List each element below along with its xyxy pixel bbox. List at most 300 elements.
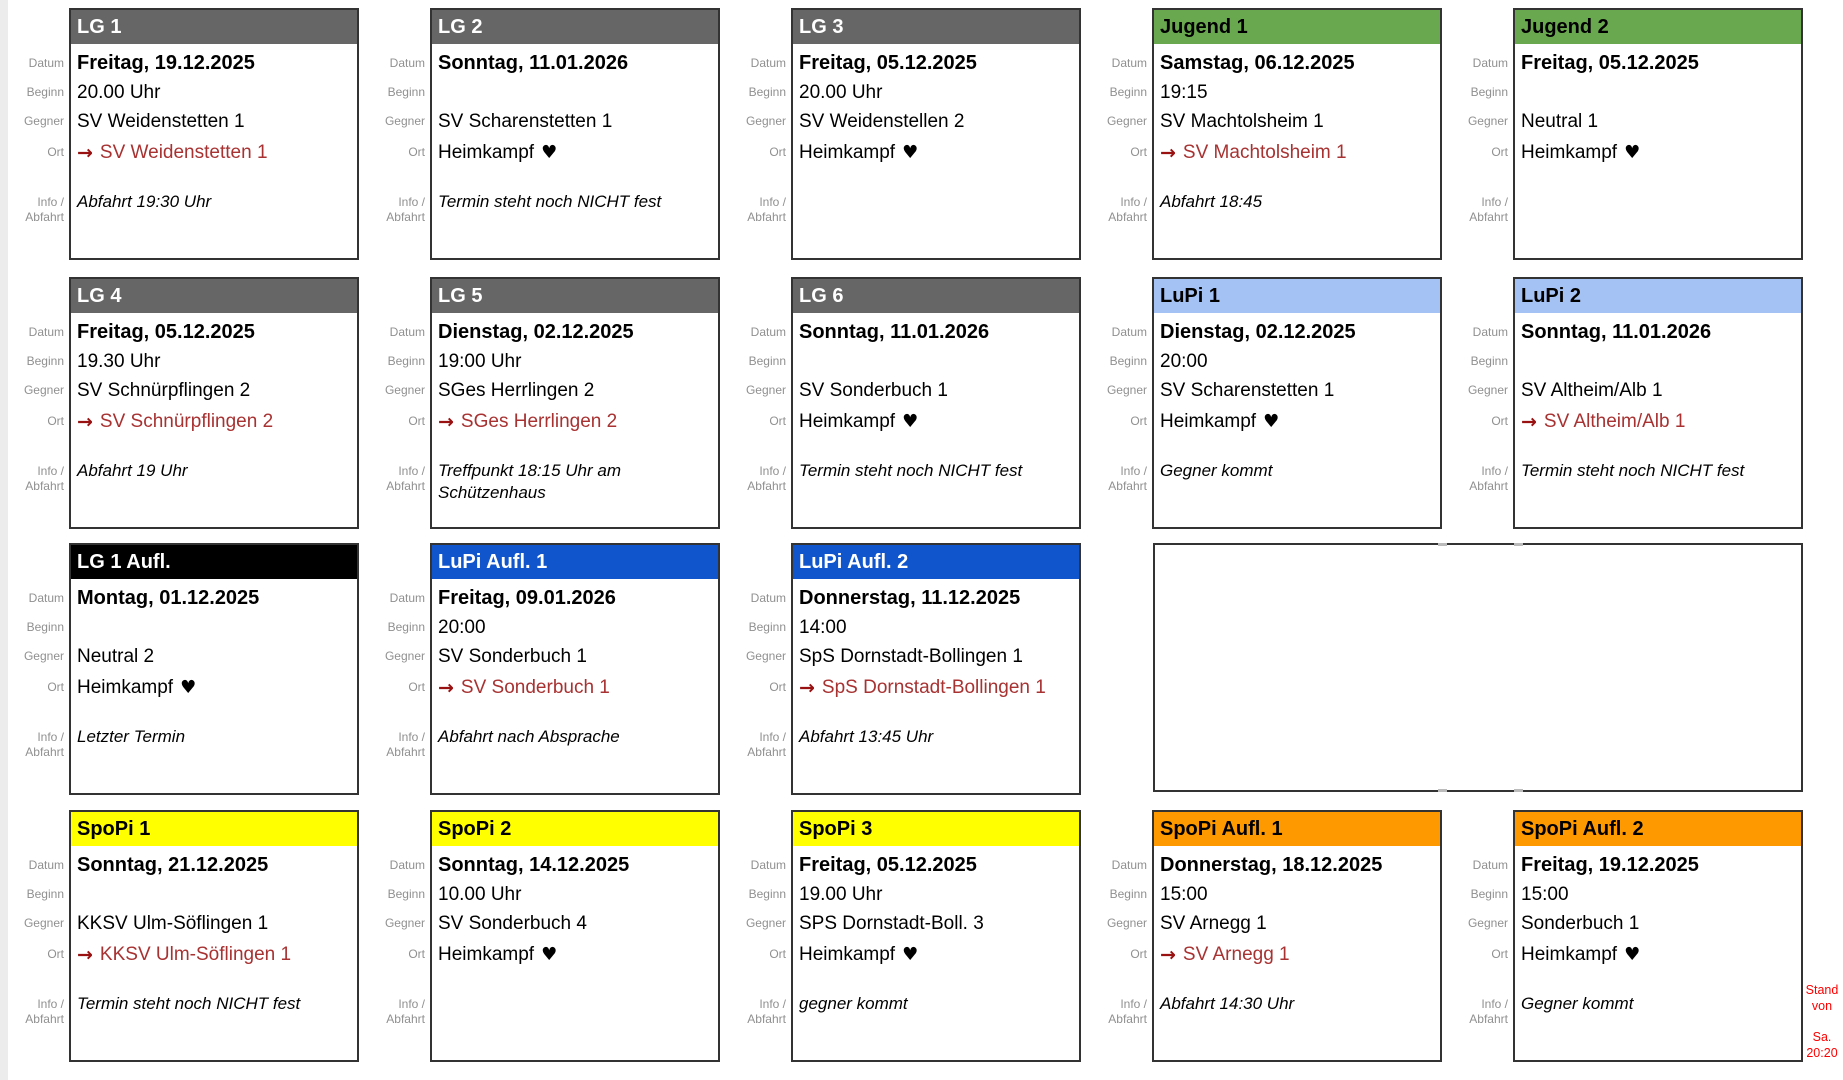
row-spacer — [1160, 438, 1440, 450]
field-label-beginn: Beginn — [1470, 887, 1508, 901]
home-heart-icon: ♥ — [1624, 944, 1641, 965]
field-labels — [1085, 277, 1152, 529]
field-label-ort: Ort — [769, 414, 786, 428]
field-label-info-line1: Info / — [37, 730, 64, 744]
ort-value — [799, 405, 1079, 438]
info-value: Gegner kommt — [1160, 461, 1273, 480]
field-label-ort: Ort — [1491, 145, 1508, 159]
match-card — [430, 8, 720, 260]
team-name-header: LuPi Aufl. 2 — [793, 545, 1079, 579]
field-labels — [1446, 810, 1513, 1062]
field-label-beginn: Beginn — [26, 887, 64, 901]
match-card — [1513, 810, 1803, 1062]
info-value: Treffpunkt 18:15 Uhr am Schützenhaus — [438, 461, 621, 503]
team-card-unit — [1085, 277, 1442, 529]
field-label-gegner: Gegner — [1467, 383, 1508, 397]
field-label-info-line2: Abfahrt — [747, 745, 786, 759]
label-spacer — [724, 704, 786, 716]
row-spacer — [77, 971, 357, 983]
field-label-ort: Ort — [408, 680, 425, 694]
field-label-info-line2: Abfahrt — [25, 479, 64, 493]
label-spacer — [2, 971, 64, 983]
ort-value — [77, 405, 357, 438]
ort-value — [1160, 405, 1440, 438]
team-name-header: LuPi 1 — [1154, 279, 1440, 313]
team-card-unit — [724, 543, 1081, 795]
field-label-beginn: Beginn — [1109, 354, 1147, 368]
field-labels — [724, 810, 791, 1062]
field-label-gegner: Gegner — [23, 649, 64, 663]
label-spacer — [1446, 438, 1508, 450]
ort-location: Heimkampf — [799, 410, 896, 432]
field-label-info-line2: Abfahrt — [25, 745, 64, 759]
ort-value — [77, 671, 357, 704]
label-spacer — [363, 438, 425, 450]
field-label-gegner: Gegner — [745, 383, 786, 397]
team-card-unit — [724, 277, 1081, 529]
datum-value: Donnerstag, 18.12.2025 — [1160, 853, 1383, 876]
team-card-unit — [724, 810, 1081, 1062]
team-card-unit — [724, 8, 1081, 260]
field-label-beginn: Beginn — [1470, 354, 1508, 368]
field-labels — [1446, 277, 1513, 529]
field-label-beginn: Beginn — [387, 354, 425, 368]
ort-location: SGes Herrlingen 2 — [460, 410, 618, 432]
beginn-value: 20:00 — [438, 616, 486, 638]
field-label-datum: Datum — [28, 55, 64, 70]
beginn-value — [438, 78, 718, 107]
datum-value: Donnerstag, 11.12.2025 — [799, 586, 1021, 609]
match-card — [430, 277, 720, 529]
team-card-unit — [363, 810, 720, 1062]
match-card-body — [71, 846, 357, 1060]
field-label-gegner: Gegner — [745, 114, 786, 128]
beginn-value — [1521, 347, 1801, 376]
ort-value — [77, 136, 357, 169]
home-heart-icon: ♥ — [902, 411, 919, 432]
label-spacer — [363, 169, 425, 181]
stand-note-line: Sa. — [1812, 1029, 1832, 1044]
stand-note — [1802, 982, 1842, 1061]
field-label-info-line1: Info / — [398, 730, 425, 744]
field-label-datum: Datum — [1472, 857, 1508, 872]
border-notch — [1514, 789, 1523, 792]
row-spacer — [77, 169, 357, 181]
info-value: Termin steht noch NICHT fest — [1521, 461, 1745, 480]
label-spacer — [724, 971, 786, 983]
ort-location: KKSV Ulm-Söflingen 1 — [99, 943, 292, 965]
datum-value: Freitag, 19.12.2025 — [1521, 853, 1699, 876]
row-spacer — [799, 438, 1079, 450]
datum-value: Freitag, 09.01.2026 — [438, 586, 616, 609]
stand-note-line: von — [1811, 999, 1833, 1014]
field-label-info-line1: Info / — [398, 464, 425, 478]
field-label-info — [724, 983, 786, 1062]
field-labels — [1085, 8, 1152, 260]
info-value: Abfahrt 13:45 Uhr — [799, 727, 934, 746]
ort-location: Heimkampf — [438, 141, 535, 163]
field-label-info-line2: Abfahrt — [1108, 479, 1147, 493]
field-label-info-line1: Info / — [1120, 195, 1147, 209]
field-label-beginn: Beginn — [387, 85, 425, 99]
team-card-unit — [1085, 810, 1442, 1062]
label-spacer — [1085, 169, 1147, 181]
ort-location: Heimkampf — [1521, 943, 1618, 965]
datum-value: Sonntag, 11.01.2026 — [438, 51, 629, 74]
team-card-unit — [2, 8, 359, 260]
field-labels — [724, 8, 791, 260]
away-arrow-icon: → — [77, 943, 93, 966]
field-label-gegner: Gegner — [1106, 916, 1147, 930]
field-label-info-line2: Abfahrt — [1108, 210, 1147, 224]
team-name-header: SpoPi Aufl. 2 — [1515, 812, 1801, 846]
datum-value: Dienstag, 02.12.2025 — [438, 320, 634, 343]
label-spacer — [2, 169, 64, 181]
row-spacer — [1521, 169, 1801, 181]
field-label-info — [1085, 450, 1147, 529]
ort-location: SV Arnegg 1 — [1182, 943, 1290, 965]
home-heart-icon: ♥ — [541, 944, 558, 965]
datum-value: Freitag, 05.12.2025 — [799, 51, 977, 74]
field-label-info — [2, 716, 64, 795]
beginn-value: 10.00 Uhr — [438, 883, 522, 905]
field-label-info — [1085, 983, 1147, 1062]
gegner-value: SpS Dornstadt-Bollingen 1 — [799, 645, 1023, 667]
field-label-beginn: Beginn — [1470, 85, 1508, 99]
field-label-gegner: Gegner — [384, 916, 425, 930]
field-label-beginn: Beginn — [387, 887, 425, 901]
field-label-info-line2: Abfahrt — [25, 210, 64, 224]
row-spacer — [438, 971, 718, 983]
match-card-body — [793, 313, 1079, 527]
gegner-value: SV Scharenstetten 1 — [438, 110, 613, 132]
gegner-value: SGes Herrlingen 2 — [438, 379, 595, 401]
field-label-info-line1: Info / — [759, 997, 786, 1011]
gegner-value: SV Arnegg 1 — [1160, 912, 1267, 934]
ort-value — [438, 136, 718, 169]
field-label-ort: Ort — [769, 947, 786, 961]
team-name-header: LG 4 — [71, 279, 357, 313]
ort-value — [799, 671, 1079, 704]
row-spacer — [438, 169, 718, 181]
away-arrow-icon: → — [77, 410, 93, 433]
team-card-unit — [363, 277, 720, 529]
field-label-info-line2: Abfahrt — [1108, 1012, 1147, 1026]
field-label-beginn: Beginn — [387, 620, 425, 634]
field-label-datum: Datum — [750, 857, 786, 872]
field-label-info-line2: Abfahrt — [1469, 210, 1508, 224]
team-name-header: LG 6 — [793, 279, 1079, 313]
team-card-unit — [363, 543, 720, 795]
match-card-body — [1154, 313, 1440, 527]
field-labels — [363, 8, 430, 260]
home-heart-icon: ♥ — [1263, 411, 1280, 432]
gegner-value: SV Scharenstetten 1 — [1160, 379, 1335, 401]
gegner-value: SV Altheim/Alb 1 — [1521, 379, 1663, 401]
match-card-body — [432, 44, 718, 258]
field-labels — [2, 8, 69, 260]
home-heart-icon: ♥ — [180, 677, 197, 698]
match-card-body — [793, 44, 1079, 258]
row-spacer — [799, 169, 1079, 181]
field-label-info — [724, 716, 786, 795]
match-card — [69, 277, 359, 529]
home-heart-icon: ♥ — [902, 142, 919, 163]
field-labels — [363, 543, 430, 795]
match-card — [791, 543, 1081, 795]
field-labels — [1085, 810, 1152, 1062]
team-card-unit — [2, 810, 359, 1062]
field-label-info-line2: Abfahrt — [386, 479, 425, 493]
info-value — [1521, 181, 1801, 258]
field-label-info-line1: Info / — [1481, 997, 1508, 1011]
field-labels — [363, 810, 430, 1062]
match-card — [1513, 8, 1803, 260]
field-label-gegner: Gegner — [384, 383, 425, 397]
datum-value: Montag, 01.12.2025 — [77, 586, 260, 609]
ort-location: SV Altheim/Alb 1 — [1543, 410, 1686, 432]
gegner-value: SV Schnürpflingen 2 — [77, 379, 251, 401]
gegner-value: SV Sonderbuch 1 — [799, 379, 948, 401]
gegner-value: SPS Dornstadt-Boll. 3 — [799, 912, 984, 934]
ort-location: Heimkampf — [1521, 141, 1618, 163]
ort-value — [1521, 136, 1801, 169]
gegner-value: Sonderbuch 1 — [1521, 912, 1640, 934]
field-label-datum: Datum — [28, 590, 64, 605]
label-spacer — [363, 971, 425, 983]
match-card — [1152, 277, 1442, 529]
info-value: Termin steht noch NICHT fest — [77, 994, 301, 1013]
field-label-info — [724, 181, 786, 260]
match-card-body — [71, 579, 357, 793]
field-label-beginn: Beginn — [26, 85, 64, 99]
beginn-value: 20.00 Uhr — [77, 81, 161, 103]
info-value: gegner kommt — [799, 994, 908, 1013]
team-name-header: SpoPi 3 — [793, 812, 1079, 846]
label-spacer — [1446, 169, 1508, 181]
datum-value: Sonntag, 11.01.2026 — [1521, 320, 1712, 343]
beginn-value: 20.00 Uhr — [799, 81, 883, 103]
info-value: Abfahrt 19 Uhr — [77, 461, 188, 480]
team-card-unit — [1446, 8, 1803, 260]
field-label-info-line1: Info / — [1120, 464, 1147, 478]
field-labels — [2, 810, 69, 1062]
field-label-gegner: Gegner — [1106, 114, 1147, 128]
field-label-info-line2: Abfahrt — [1469, 479, 1508, 493]
label-spacer — [724, 438, 786, 450]
match-card-body — [1515, 846, 1801, 1060]
field-label-beginn: Beginn — [26, 354, 64, 368]
field-label-info — [1446, 181, 1508, 260]
field-label-ort: Ort — [1130, 145, 1147, 159]
row-spacer — [799, 704, 1079, 716]
field-label-datum: Datum — [389, 857, 425, 872]
team-name-header: LuPi Aufl. 1 — [432, 545, 718, 579]
info-value: Abfahrt nach Absprache — [438, 727, 620, 746]
field-label-info-line2: Abfahrt — [25, 1012, 64, 1026]
field-label-datum: Datum — [1111, 857, 1147, 872]
home-heart-icon: ♥ — [902, 944, 919, 965]
team-name-header: Jugend 2 — [1515, 10, 1801, 44]
beginn-value: 15:00 — [1160, 883, 1208, 905]
field-labels — [2, 543, 69, 795]
team-name-header: SpoPi 1 — [71, 812, 357, 846]
team-name-header: LG 2 — [432, 10, 718, 44]
match-card — [1513, 277, 1803, 529]
ort-value — [1521, 938, 1801, 971]
field-label-info-line1: Info / — [759, 730, 786, 744]
team-name-header: LuPi 2 — [1515, 279, 1801, 313]
field-label-ort: Ort — [47, 414, 64, 428]
team-name-header: LG 1 Aufl. — [71, 545, 357, 579]
field-label-ort: Ort — [408, 947, 425, 961]
field-label-gegner: Gegner — [384, 114, 425, 128]
stand-note-gap — [1802, 1015, 1842, 1029]
field-label-datum: Datum — [389, 324, 425, 339]
field-label-info — [1446, 983, 1508, 1062]
field-label-ort: Ort — [1491, 947, 1508, 961]
away-arrow-icon: → — [799, 676, 815, 699]
field-label-info-line1: Info / — [37, 464, 64, 478]
beginn-value: 19:00 Uhr — [438, 350, 522, 372]
beginn-value — [77, 880, 357, 909]
field-label-ort: Ort — [47, 947, 64, 961]
info-value — [799, 181, 1079, 258]
match-card — [69, 543, 359, 795]
away-arrow-icon: → — [1160, 943, 1176, 966]
row-spacer — [77, 704, 357, 716]
away-arrow-icon: → — [438, 410, 454, 433]
row-spacer — [799, 971, 1079, 983]
team-card-unit — [1446, 810, 1803, 1062]
ort-location: SV Sonderbuch 1 — [460, 676, 610, 698]
ort-value — [1160, 136, 1440, 169]
field-label-info-line1: Info / — [1120, 997, 1147, 1011]
field-label-info — [2, 181, 64, 260]
border-notch — [1438, 789, 1447, 792]
field-label-info — [363, 983, 425, 1062]
field-label-info — [363, 181, 425, 260]
datum-value: Samstag, 06.12.2025 — [1160, 51, 1355, 74]
field-label-info-line1: Info / — [759, 464, 786, 478]
row-spacer — [1160, 971, 1440, 983]
beginn-value: 15:00 — [1521, 883, 1569, 905]
field-label-datum: Datum — [750, 324, 786, 339]
match-card-body — [432, 846, 718, 1060]
ort-value — [438, 938, 718, 971]
field-label-ort: Ort — [1130, 947, 1147, 961]
match-card — [1152, 810, 1442, 1062]
ort-location: SV Machtolsheim 1 — [1182, 141, 1347, 163]
field-label-info — [363, 716, 425, 795]
gegner-value: SV Machtolsheim 1 — [1160, 110, 1324, 132]
row-spacer — [1521, 438, 1801, 450]
field-label-datum: Datum — [28, 857, 64, 872]
beginn-value: 19.00 Uhr — [799, 883, 883, 905]
field-labels — [1446, 8, 1513, 260]
beginn-value: 19:15 — [1160, 81, 1208, 103]
gegner-value: SV Sonderbuch 1 — [438, 645, 587, 667]
field-label-datum: Datum — [1111, 324, 1147, 339]
team-name-header: Jugend 1 — [1154, 10, 1440, 44]
border-notch — [1438, 543, 1447, 546]
label-spacer — [2, 704, 64, 716]
field-label-beginn: Beginn — [748, 887, 786, 901]
gegner-value: SV Sonderbuch 4 — [438, 912, 587, 934]
field-label-datum: Datum — [750, 55, 786, 70]
beginn-value — [799, 347, 1079, 376]
team-name-header: SpoPi Aufl. 1 — [1154, 812, 1440, 846]
team-card-unit — [1085, 8, 1442, 260]
label-spacer — [1085, 971, 1147, 983]
datum-value: Freitag, 05.12.2025 — [799, 853, 977, 876]
match-card — [69, 810, 359, 1062]
match-card — [791, 8, 1081, 260]
ort-location: SpS Dornstadt-Bollingen 1 — [821, 676, 1046, 698]
field-label-info-line2: Abfahrt — [747, 210, 786, 224]
match-card-body — [71, 44, 357, 258]
ort-value — [438, 671, 718, 704]
stand-note-line: Stand — [1805, 983, 1839, 997]
field-label-datum: Datum — [1111, 55, 1147, 70]
beginn-value: 20:00 — [1160, 350, 1208, 372]
field-label-info — [1085, 181, 1147, 260]
row-spacer — [1160, 169, 1440, 181]
field-label-info-line2: Abfahrt — [386, 210, 425, 224]
gegner-value: SV Weidenstellen 2 — [799, 110, 965, 132]
field-label-beginn: Beginn — [1109, 85, 1147, 99]
away-arrow-icon: → — [77, 141, 93, 164]
field-label-info — [724, 450, 786, 529]
info-value: Abfahrt 19:30 Uhr — [77, 192, 212, 211]
gegner-value: Neutral 2 — [77, 645, 155, 667]
label-spacer — [1085, 438, 1147, 450]
row-spacer — [438, 438, 718, 450]
ort-location: Heimkampf — [438, 943, 535, 965]
field-label-info-line1: Info / — [37, 195, 64, 209]
field-label-gegner: Gegner — [23, 114, 64, 128]
field-label-info-line1: Info / — [1481, 464, 1508, 478]
row-spacer — [77, 438, 357, 450]
field-label-gegner: Gegner — [745, 916, 786, 930]
field-label-beginn: Beginn — [748, 354, 786, 368]
match-card — [1152, 8, 1442, 260]
field-label-info-line2: Abfahrt — [747, 1012, 786, 1026]
field-label-info-line2: Abfahrt — [386, 745, 425, 759]
datum-value: Sonntag, 21.12.2025 — [77, 853, 269, 876]
field-label-info-line2: Abfahrt — [386, 1012, 425, 1026]
ort-value — [438, 405, 718, 438]
field-label-ort: Ort — [408, 145, 425, 159]
field-label-ort: Ort — [408, 414, 425, 428]
info-value: Gegner kommt — [1521, 994, 1634, 1013]
match-card-body — [1154, 44, 1440, 258]
match-card — [791, 810, 1081, 1062]
gegner-value: KKSV Ulm-Söflingen 1 — [77, 912, 269, 934]
info-value: Termin steht noch NICHT fest — [799, 461, 1023, 480]
field-label-beginn: Beginn — [26, 620, 64, 634]
field-label-ort: Ort — [1491, 414, 1508, 428]
datum-value: Freitag, 05.12.2025 — [1521, 51, 1699, 74]
field-label-info-line1: Info / — [398, 195, 425, 209]
field-label-gegner: Gegner — [1467, 916, 1508, 930]
team-name-header: SpoPi 2 — [432, 812, 718, 846]
empty-slot-panel — [1153, 543, 1803, 792]
datum-value: Sonntag, 14.12.2025 — [438, 853, 630, 876]
label-spacer — [2, 438, 64, 450]
field-label-beginn: Beginn — [748, 85, 786, 99]
ort-location: Heimkampf — [77, 676, 174, 698]
